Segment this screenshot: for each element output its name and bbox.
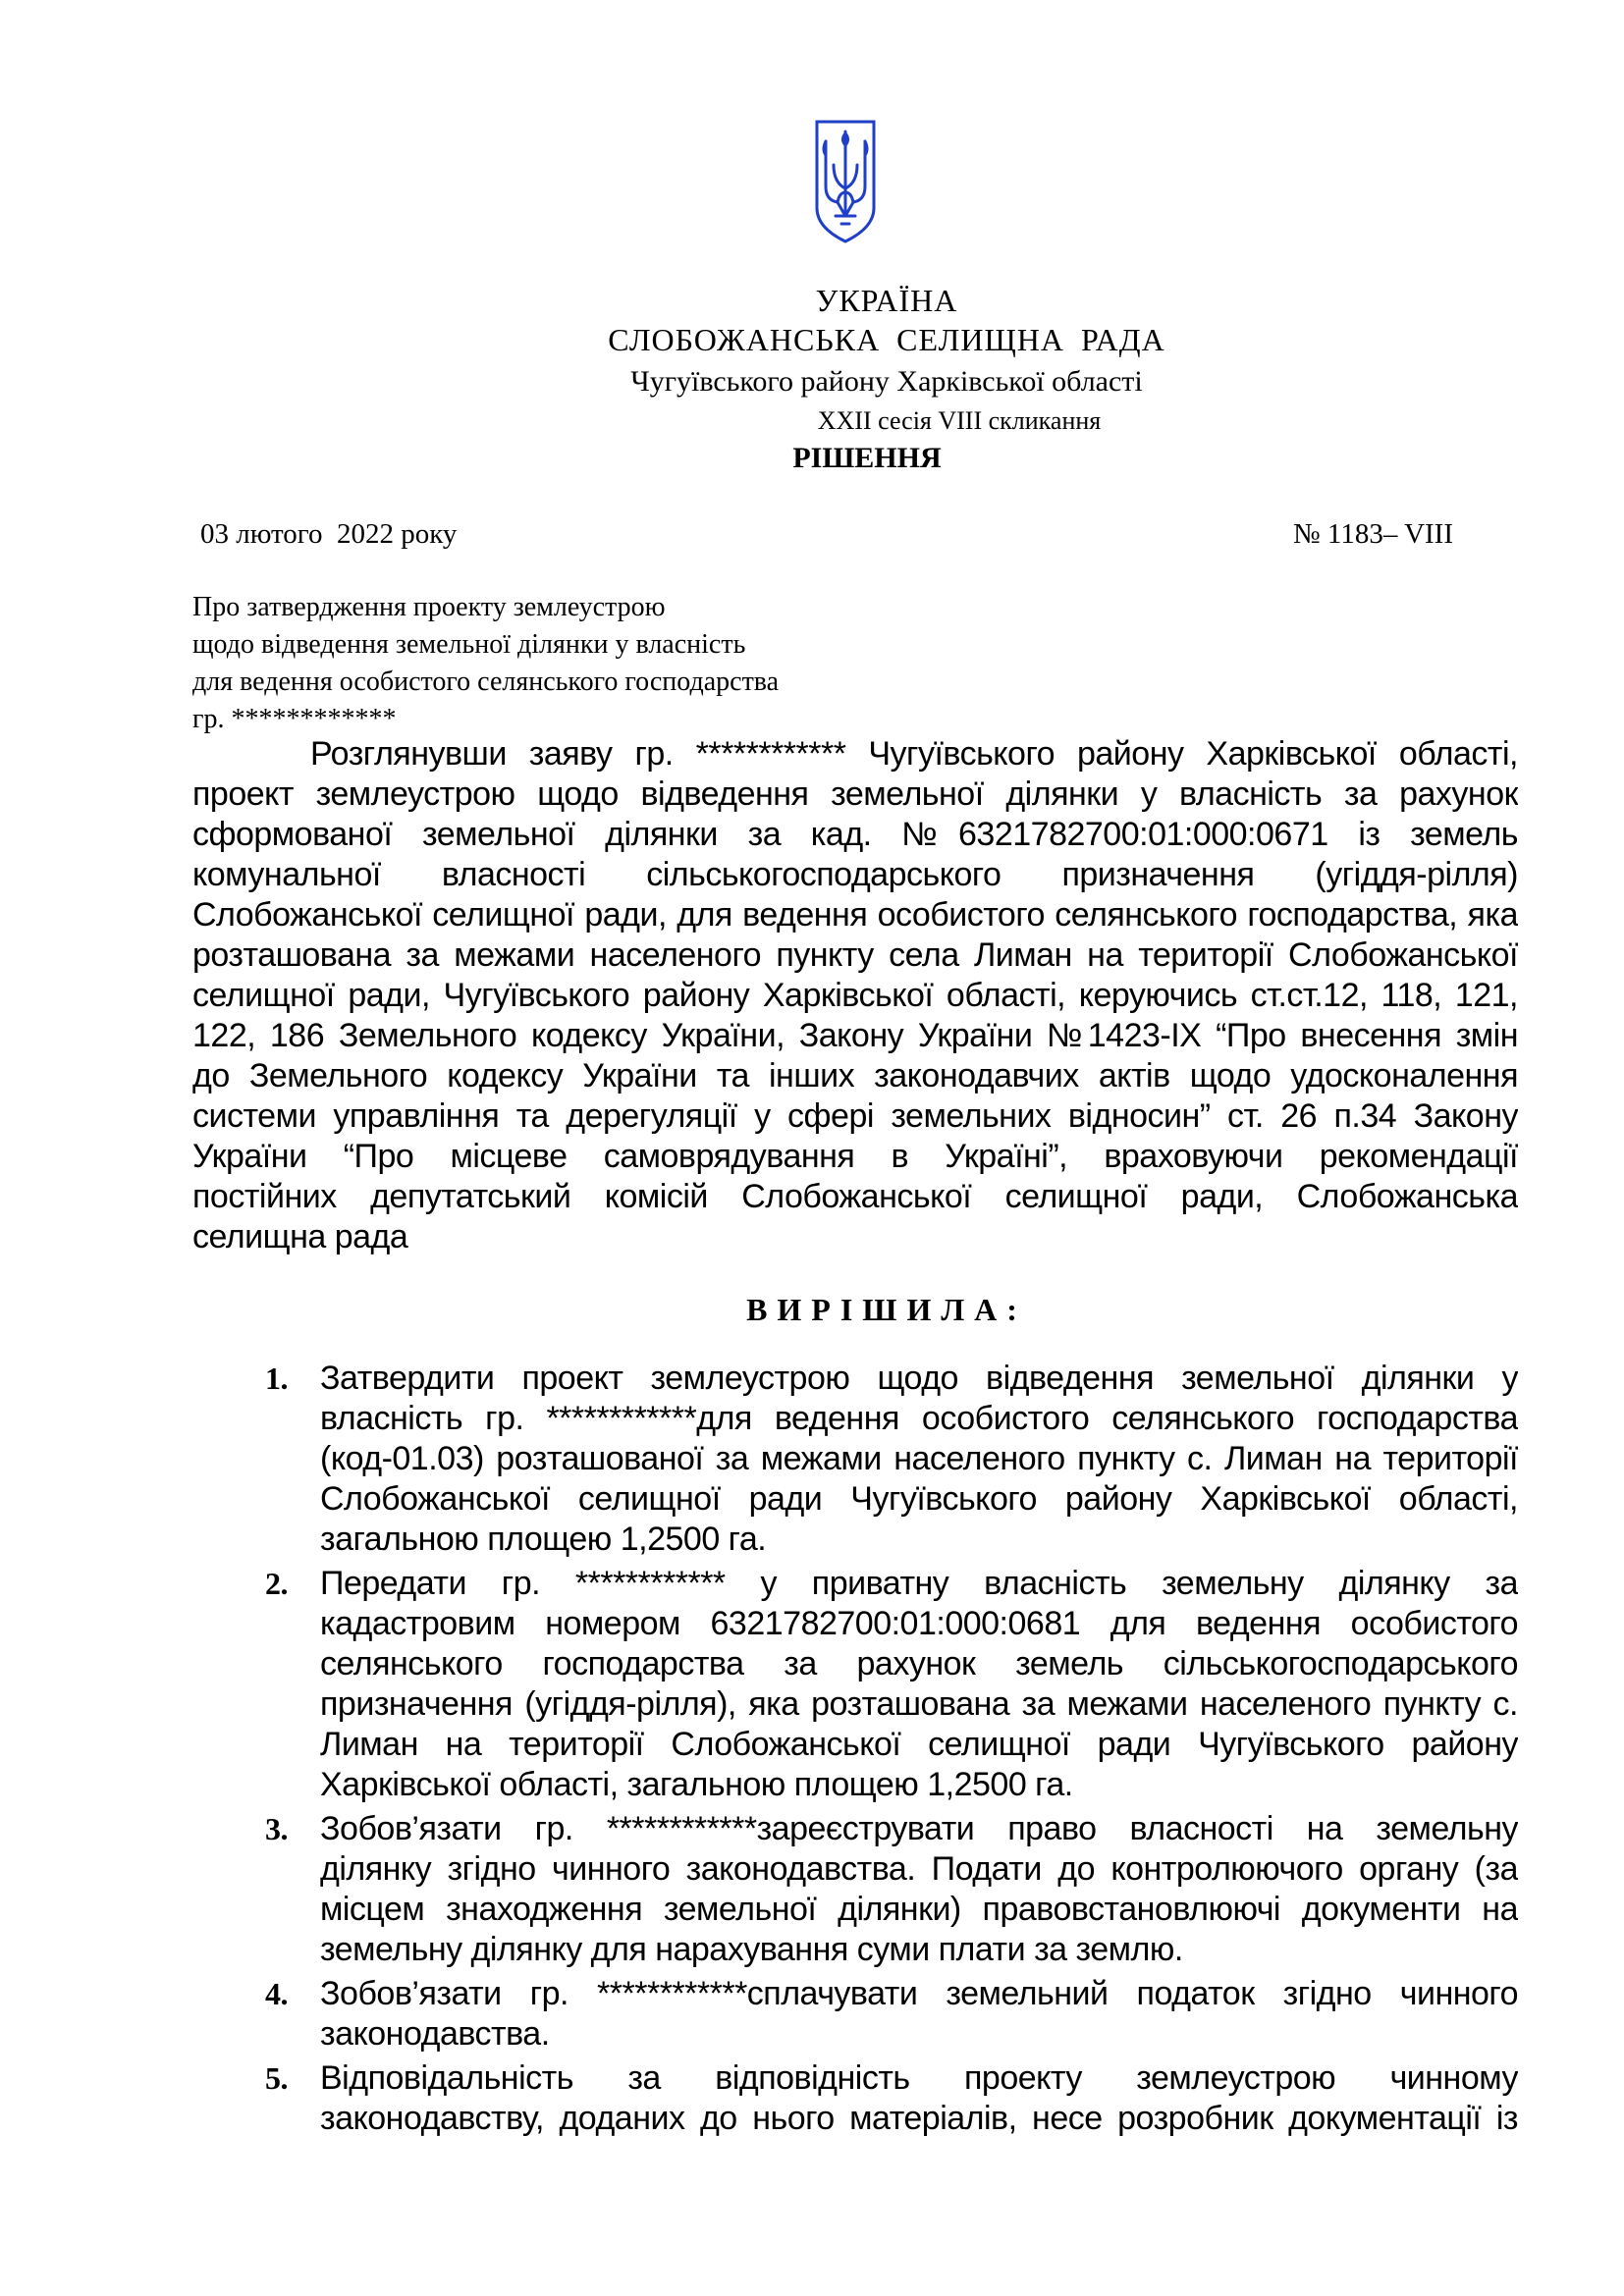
preamble-line: Слобожанської селищної ради, для ведення особистого селянського господарства, яка [192, 896, 1518, 934]
decision-item [255, 1974, 1518, 2055]
item-line: Передати гр. ************ у приватну власність земельну ділянку за [320, 1565, 1518, 1602]
session-heading: XXII сесія VIII скликання [817, 406, 1102, 435]
preamble-line: Розглянувши заяву гр. ************ Чугуївського району Харківської області, [310, 735, 1518, 773]
item-line: місцем знаходження земельної ділянки) правовстановлюючі документи на [320, 1891, 1518, 1928]
decision-date: 03 лютого 2022 року [200, 518, 458, 550]
decision-item [255, 1809, 1518, 1970]
item-line: призначення (угіддя-рілля), яка розташована за межами населеного пункту с. [320, 1685, 1518, 1723]
item-line: законодавству, доданих до нього матеріалів, несе розробник документації із [320, 2100, 1518, 2137]
country-heading: УКРАЇНА [815, 283, 958, 318]
preamble-line: сформованої земельної ділянки за кад. №6321782700:01:000:0671 із земель [192, 816, 1518, 853]
item-line: загальною площею 1,2500 га. [320, 1521, 767, 1558]
item-line: земельну ділянку для нарахування суми плати за землю. [320, 1931, 1183, 1968]
council-heading: СЛОБОЖАНСЬКА СЕЛИЩНА РАДА [608, 322, 1165, 357]
preamble-line: України “Про місцеве самоврядування в Україні”, враховуючи рекомендації [192, 1138, 1518, 1175]
item-line: ділянку згідно чинного законодавства. Подати до контролюючого органу (за [320, 1850, 1518, 1888]
ukraine-trident-emblem-icon [814, 118, 877, 245]
preamble-line: селищної ради, Чугуївського району Харківської області, керуючись ст.ст.12, 118, 121, [192, 977, 1518, 1014]
subject-line: Про затвердження проекту землеустрою [192, 592, 666, 622]
preamble-paragraph [192, 734, 1518, 1257]
decision-item [255, 1564, 1518, 1805]
decision-items-list [255, 1359, 1518, 2143]
item-line: Затвердити проект землеустрою щодо відведення земельної ділянки у [320, 1360, 1518, 1397]
item-line: законодавства. [320, 2015, 550, 2053]
item-number: 4. [265, 1976, 288, 2011]
decision-item [255, 2058, 1518, 2139]
document-type-heading: РІШЕННЯ [792, 442, 942, 474]
preamble-line: 122, 186 Земельного кодексу України, Закону України №1423-IX “Про внесення змін [192, 1017, 1518, 1054]
preamble-line: системи управління та дерегуляції у сфері земельних відносин” ст. 26 п.34 Закону [192, 1097, 1518, 1135]
preamble-line: проект землеустрою щодо відведення земельної ділянки у власність за рахунок [192, 775, 1518, 813]
item-line: Відповідальність за відповідність проекту землеустрою чинному [320, 2059, 1518, 2097]
item-number: 3. [265, 1811, 288, 1846]
item-line: Зобов’язати гр. ************сплачувати земельний податок згідно чинного [320, 1975, 1518, 2012]
resolved-heading: ВИРІШИЛА: [746, 1292, 1027, 1327]
decision-item [255, 1359, 1518, 1560]
decision-number: № 1183– VIII [1293, 518, 1453, 550]
preamble-line: селищна рада [192, 1218, 408, 1255]
subject-line: щодо відведення земельної ділянки у власність [192, 629, 746, 660]
preamble-line: розташована за межами населеного пункту села Лиман на території Слобожанської [192, 936, 1518, 974]
item-number: 2. [265, 1566, 288, 1601]
subject-block [192, 589, 880, 738]
preamble-line: комунальної власності сільськогосподарського призначення (угіддя-рілля) [192, 856, 1518, 893]
subject-line: гр. ************ [192, 704, 397, 734]
item-line: (код-01.03) розташованої за межами населеного пункту с. Лиман на території [320, 1440, 1518, 1477]
district-heading: Чугуївського району Харківської області [630, 365, 1143, 398]
item-line: Зобов’язати гр. ************зареєструвати право власності на земельну [320, 1810, 1518, 1847]
item-line: кадастровим номером 6321782700:01:000:0681 для ведення особистого [320, 1605, 1518, 1642]
item-line: Слобожанської селищної ради Чугуївського району Харківської області, [320, 1480, 1518, 1518]
item-line: власність гр. ************для ведення особистого селянського господарства [320, 1400, 1518, 1437]
item-number: 1. [265, 1361, 288, 1396]
preamble-line: до Земельного кодексу України та інших законодавчих актів щодо удосконалення [192, 1057, 1518, 1095]
item-line: селянського господарства за рахунок земель сільськогосподарського [320, 1645, 1518, 1682]
item-line: Харківської області, загальною площею 1,2500 га. [320, 1766, 1073, 1803]
item-number: 5. [265, 2060, 288, 2096]
subject-line: для ведення особистого селянського господарства [192, 667, 780, 697]
preamble-line: постійних депутатський комісій Слобожанської селищної ради, Слобожанська [192, 1178, 1518, 1215]
item-line: Лиман на території Слобожанської селищної ради Чугуївського району [320, 1726, 1518, 1763]
